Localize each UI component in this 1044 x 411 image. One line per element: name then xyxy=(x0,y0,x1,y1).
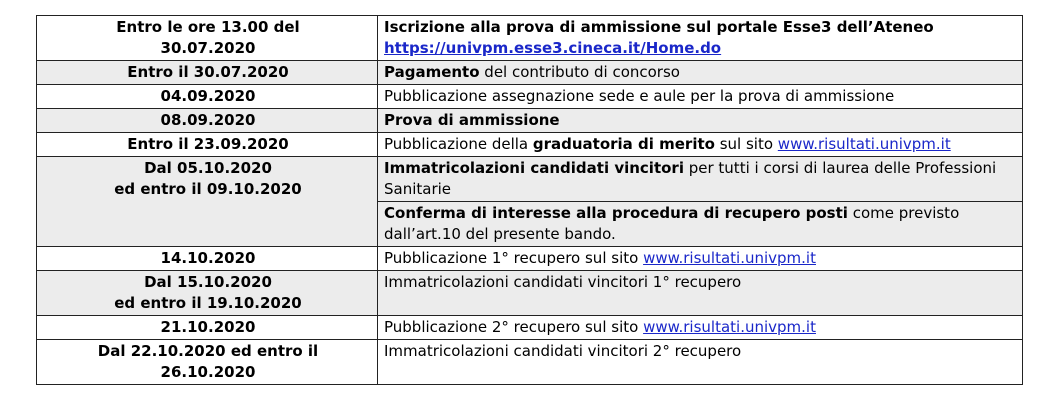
description-cell xyxy=(378,157,1023,202)
date-text: Entro il 23.09.2020 xyxy=(127,135,289,153)
description-bold-text: Immatricolazioni candidati vincitori xyxy=(384,159,684,177)
description-bold-text: Iscrizione alla prova di ammissione xyxy=(384,18,682,36)
description-cell xyxy=(378,247,1023,271)
date-text: 14.10.2020 xyxy=(160,249,256,267)
table-row xyxy=(37,340,1023,385)
description-cell xyxy=(378,340,1023,385)
description-cell xyxy=(378,109,1023,133)
description-bold-text: graduatoria di merito xyxy=(532,135,715,153)
description-text: Pubblicazione assegnazione sede e aule per la prova di ammissione xyxy=(384,87,895,105)
description-text: sul sito xyxy=(714,135,778,153)
table-row xyxy=(37,133,1023,157)
date-text: 04.09.2020 xyxy=(160,87,256,105)
date-text: 21.10.2020 xyxy=(160,318,256,336)
description-text: per tutti i corsi di laurea delle Professioni Sanitarie xyxy=(384,159,997,198)
date-text: Dal 05.10.2020 ed entro il 09.10.2020 xyxy=(114,159,302,198)
description-bold-text: Pagamento xyxy=(384,63,480,81)
table-row xyxy=(37,247,1023,271)
description-cell xyxy=(378,133,1023,157)
date-cell xyxy=(37,340,378,385)
website-link[interactable]: www.risultati.univpm.it xyxy=(643,249,816,267)
date-cell xyxy=(37,133,378,157)
description-text: Pubblicazione della xyxy=(384,135,533,153)
description-cell xyxy=(378,271,1023,316)
website-link[interactable]: www.risultati.univpm.it xyxy=(643,318,816,336)
description-cell xyxy=(378,316,1023,340)
date-cell xyxy=(37,16,378,61)
table-row xyxy=(37,157,1023,202)
description-text: Pubblicazione 2° recupero sul sito xyxy=(384,318,644,336)
date-cell xyxy=(37,109,378,133)
date-text: Dal 15.10.2020 ed entro il 19.10.2020 xyxy=(114,273,302,312)
description-text: Immatricolazioni candidati vincitori 2° recupero xyxy=(384,342,742,360)
description-text: Immatricolazioni candidati vincitori 1° recupero xyxy=(384,273,742,291)
description-cell xyxy=(378,16,1023,61)
description-cell xyxy=(378,85,1023,109)
website-link[interactable]: https://univpm.esse3.cineca.it/Home.do xyxy=(384,39,722,57)
table-row xyxy=(37,316,1023,340)
description-text: Pubblicazione 1° recupero sul sito xyxy=(384,249,644,267)
schedule-table-wrapper xyxy=(36,15,1023,385)
schedule-table xyxy=(36,15,1023,385)
date-cell xyxy=(37,61,378,85)
table-row xyxy=(37,109,1023,133)
date-cell xyxy=(37,271,378,316)
date-text: Entro il 30.07.2020 xyxy=(127,63,289,81)
description-text: come previsto dall’art.10 del presente bando. xyxy=(384,204,960,243)
description-text: del contributo di concorso xyxy=(479,63,680,81)
date-text: Entro le ore 13.00 del 30.07.2020 xyxy=(116,18,300,57)
date-cell xyxy=(37,316,378,340)
description-cell xyxy=(378,61,1023,85)
date-cell xyxy=(37,247,378,271)
table-row xyxy=(37,271,1023,316)
description-bold-text: sul portale Esse3 dell’Ateneo xyxy=(681,18,934,36)
date-cell xyxy=(37,85,378,109)
description-bold-text: Prova di ammissione xyxy=(384,111,560,129)
date-text: Dal 22.10.2020 ed entro il 26.10.2020 xyxy=(97,342,319,381)
table-row xyxy=(37,16,1023,61)
date-cell xyxy=(37,157,378,247)
date-text: 08.09.2020 xyxy=(160,111,256,129)
website-link[interactable]: www.risultati.univpm.it xyxy=(777,135,951,153)
description-bold-text: Conferma di interesse alla procedura di recupero posti xyxy=(384,204,848,222)
description-cell xyxy=(378,202,1023,247)
table-row xyxy=(37,61,1023,85)
table-row xyxy=(37,85,1023,109)
